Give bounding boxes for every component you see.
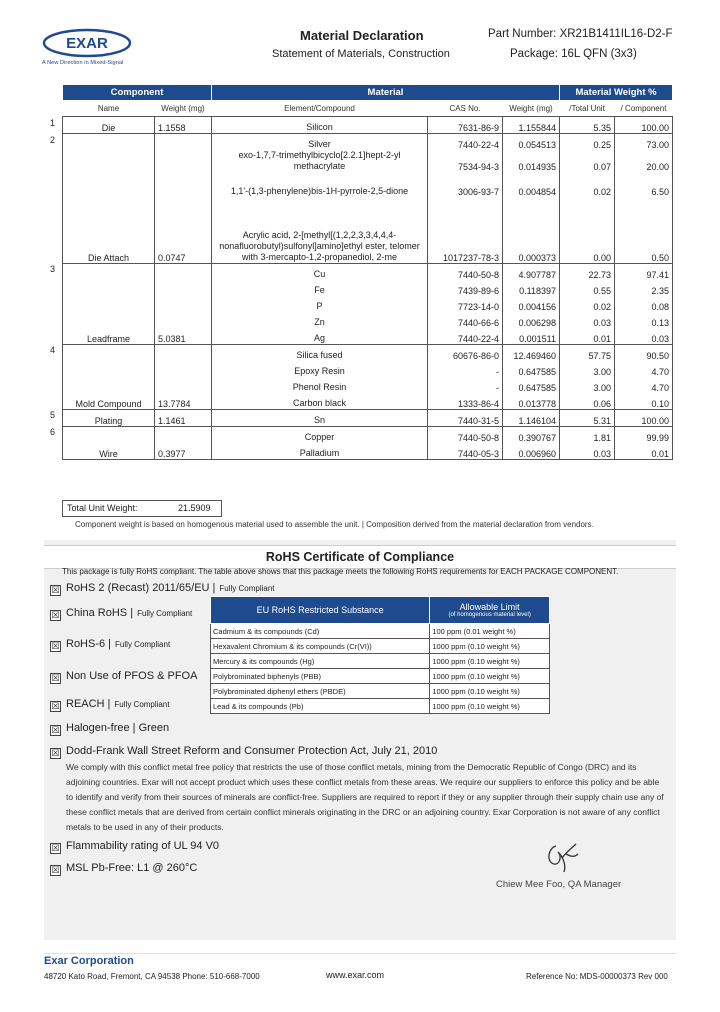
pct-total: 57.75: [560, 344, 615, 361]
compliance-label: Flammability rating of UL 94 V0: [66, 840, 220, 852]
material-weight: 0.118397: [503, 280, 560, 296]
table-row: [63, 134, 673, 151]
substance-limit: 1000 ppm (0.10 weight %): [430, 639, 550, 654]
material-weight: 0.647585: [503, 377, 560, 393]
compliance-status: Fully Compliant: [137, 609, 193, 618]
checkbox-icon: ☒: [51, 585, 60, 595]
cas-number: 7440-66-6: [428, 312, 503, 328]
substance-name: Cadmium & its compounds (Cd): [211, 624, 430, 639]
pct-total: 3.00: [560, 361, 615, 377]
part-number: Part Number: XR21B1411IL16-D2-F: [488, 28, 673, 40]
substance-header: EU RoHS Restricted Substance: [211, 597, 430, 624]
pct-component: 73.00: [615, 134, 673, 151]
component-weight: 0.3977: [155, 426, 212, 459]
compliance-label: Dodd-Frank Wall Street Reform and Consumer Protection Act, July 21, 2010: [66, 745, 438, 757]
material-weight: 1.155844: [503, 117, 560, 134]
compliance-item: [66, 698, 170, 710]
material-name: Silver: [212, 134, 428, 151]
substance-name: Hexavalent Chromium & its compounds (Cr(VI)): [211, 639, 430, 654]
cas-number: 3006-93-7: [428, 172, 503, 197]
pct-component: 100.00: [615, 117, 673, 134]
material-name: Silica fused: [212, 344, 428, 361]
component-name: Die: [63, 117, 155, 134]
compliance-item: [66, 582, 275, 594]
component-weight: 13.7784: [155, 344, 212, 409]
dodd-frank-statement: We comply with this conflict metal free policy that restricts the use of those conflict metals, mining from the Democratic Republic of Congo (DRC) and its adjoining countries. Exar will not accept product which uses these conflict metals from these areas. We require our suppliers to enforce this policy and be able to identify and verify from their sources of minerals are conflict-free. Suppliers are required to report if they or any supplier through their supply chain use any of these conflict metals that are derived from certain conflict minerals originating in the DRC or an adjoining country. Exar Corporation is not aware of any conflict metals to be used in any of their products.: [66, 762, 664, 832]
material-table: [62, 84, 673, 460]
pct-total: 0.55: [560, 280, 615, 296]
total-label: Total Unit Weight:: [67, 503, 138, 513]
material-weight: 1.146104: [503, 409, 560, 426]
substance-limit: 1000 ppm (0.10 weight %): [430, 654, 550, 669]
checkbox-icon: ☒: [51, 610, 60, 620]
substance-row: [211, 624, 550, 639]
material-name: Phenol Resin: [212, 377, 428, 393]
rohs-title: RoHS Certificate of Compliance: [44, 545, 676, 569]
component-name: Leadframe: [63, 263, 155, 344]
pct-total: 0.02: [560, 172, 615, 197]
pct-component: 99.99: [615, 426, 673, 443]
substance-row: [211, 669, 550, 684]
table-row: [63, 409, 673, 426]
cas-number: 7631-86-9: [428, 117, 503, 134]
compliance-item: [66, 840, 219, 852]
material-name: Cu: [212, 263, 428, 280]
component-number: 3: [50, 264, 56, 274]
component-weight: 1.1558: [155, 117, 212, 134]
cas-number: 7440-22-4: [428, 134, 503, 151]
component-number: 1: [50, 118, 56, 128]
table-row: [63, 117, 673, 134]
limit-header: [430, 597, 550, 624]
document-title: Material Declaration: [300, 28, 424, 43]
substance-name: Mercury & its compounds (Hg): [211, 654, 430, 669]
limit-subheader: (of homogenous material level): [448, 612, 531, 618]
footer-website[interactable]: www.exar.com: [326, 970, 385, 980]
total-value: 21.5909: [178, 503, 211, 513]
table-row: [63, 263, 673, 280]
checkbox-icon: ☒: [51, 701, 60, 711]
compliance-label: RoHS 2 (Recast) 2011/65/EU |: [66, 582, 216, 594]
material-weight: 0.014935: [503, 150, 560, 172]
material-name: Sn: [212, 409, 428, 426]
component-weight: 0.0747: [155, 134, 212, 264]
table-note: Component weight is based on homogenous material used to assemble the unit. | Composition derived from the material declaration from vendors.: [75, 520, 594, 529]
material-name: Fe: [212, 280, 428, 296]
compliance-item: [66, 670, 197, 682]
rohs-intro: This package is fully RoHS compliant. The table above shows that this package meets the following RoHS requirements for EACH PACKAGE COMPONENT.: [62, 567, 619, 576]
pct-component: 0.01: [615, 443, 673, 460]
group-header-component: Component: [63, 85, 212, 101]
package: Package: 16L QFN (3x3): [510, 48, 637, 60]
col-header: CAS No.: [428, 101, 503, 117]
material-name: P: [212, 296, 428, 312]
material-name: Carbon black: [212, 393, 428, 410]
component-name: Die Attach: [63, 134, 155, 264]
cas-number: 7440-50-8: [428, 426, 503, 443]
pct-component: 0.10: [615, 393, 673, 410]
material-name: Silicon: [212, 117, 428, 134]
checkbox-icon: ☒: [51, 641, 60, 651]
compliance-status: Fully Compliant: [114, 700, 170, 709]
material-weight: 0.006960: [503, 443, 560, 460]
pct-component: 6.50: [615, 172, 673, 197]
cas-number: 7440-05-3: [428, 443, 503, 460]
col-header: Element/Compound: [212, 101, 428, 117]
cas-number: 1017237-78-3: [428, 197, 503, 263]
cas-number: 60676-86-0: [428, 344, 503, 361]
pct-total: 22.73: [560, 263, 615, 280]
substance-limit: 100 ppm (0.01 weight %): [430, 624, 550, 639]
compliance-item: [66, 745, 437, 757]
compliance-label: REACH |: [66, 698, 111, 710]
cas-number: 7440-22-4: [428, 328, 503, 345]
document-subtitle: Statement of Materials, Construction: [272, 48, 450, 60]
component-number: 6: [50, 427, 56, 437]
substance-limit: 1000 ppm (0.10 weight %): [430, 684, 550, 699]
footer-address: 48720 Kato Road, Fremont, CA 94538 Phone: 510-668-7000: [44, 972, 260, 981]
material-weight: 0.647585: [503, 361, 560, 377]
pct-total: 5.35: [560, 117, 615, 134]
compliance-item: [66, 638, 170, 650]
material-weight: 4.907787: [503, 263, 560, 280]
material-name: Palladium: [212, 443, 428, 460]
pct-total: 0.25: [560, 134, 615, 151]
checkbox-icon: ☒: [51, 673, 60, 683]
footer-reference: Reference No: MDS-00000373 Rev 000: [526, 972, 668, 981]
group-header-material: Material: [212, 85, 560, 101]
material-name: Zn: [212, 312, 428, 328]
pct-component: 90.50: [615, 344, 673, 361]
material-name: Ag: [212, 328, 428, 345]
pct-component: 0.13: [615, 312, 673, 328]
material-name: 1,1'-(1,3-phenylene)bis-1H-pyrrole-2,5-dione: [212, 172, 428, 197]
checkbox-icon: ☒: [51, 748, 60, 758]
compliance-label: Halogen-free | Green: [66, 722, 170, 734]
pct-total: 0.02: [560, 296, 615, 312]
cas-number: 7439-89-6: [428, 280, 503, 296]
material-weight: 0.004854: [503, 172, 560, 197]
table-row: [63, 426, 673, 443]
pct-total: 0.06: [560, 393, 615, 410]
pct-component: 2.35: [615, 280, 673, 296]
pct-total: 0.07: [560, 150, 615, 172]
component-number: 2: [50, 135, 56, 145]
checkbox-icon: ☒: [51, 725, 60, 735]
pct-component: 0.08: [615, 296, 673, 312]
substance-row: [211, 654, 550, 669]
col-header: / Component: [615, 101, 673, 117]
material-weight: 0.006298: [503, 312, 560, 328]
pct-component: 0.03: [615, 328, 673, 345]
material-weight: 0.054513: [503, 134, 560, 151]
substance-limit: 1000 ppm (0.10 weight %): [430, 699, 550, 714]
component-name: Mold Compound: [63, 344, 155, 409]
component-number: 4: [50, 345, 56, 355]
material-weight: 12.469460: [503, 344, 560, 361]
total-unit-weight: [62, 500, 222, 517]
pct-component: 4.70: [615, 377, 673, 393]
material-weight: 0.004156: [503, 296, 560, 312]
substance-limit: 1000 ppm (0.10 weight %): [430, 669, 550, 684]
cas-number: -: [428, 361, 503, 377]
compliance-status: Fully Compliant: [219, 584, 275, 593]
substance-name: Lead & its compounds (Pb): [211, 699, 430, 714]
component-number: 5: [50, 410, 56, 420]
pct-component: 4.70: [615, 361, 673, 377]
logo-text: EXAR: [66, 35, 108, 52]
col-header: Weight (mg): [155, 101, 212, 117]
component-weight: 1.1461: [155, 409, 212, 426]
col-header: Weight (mg): [503, 101, 560, 117]
exar-logo: [42, 28, 132, 58]
signature: [542, 836, 582, 876]
cas-number: 7723-14-0: [428, 296, 503, 312]
compliance-label: MSL Pb-Free: L1 @ 260°C: [66, 862, 198, 874]
material-weight: 0.013778: [503, 393, 560, 410]
pct-total: 3.00: [560, 377, 615, 393]
col-header: /Total Unit: [560, 101, 615, 117]
pct-total: 5.31: [560, 409, 615, 426]
pct-total: 0.00: [560, 197, 615, 263]
compliance-item: [66, 722, 169, 734]
footer-company: Exar Corporation: [44, 955, 134, 967]
compliance-label: China RoHS |: [66, 607, 134, 619]
rohs-substance-table: [210, 596, 550, 714]
group-header-weight: Material Weight %: [560, 85, 673, 101]
col-header: Name: [63, 101, 155, 117]
compliance-item: [66, 607, 192, 619]
cas-number: 7440-31-5: [428, 409, 503, 426]
pct-total: 0.03: [560, 312, 615, 328]
checkbox-icon: ☒: [51, 865, 60, 875]
material-name: Epoxy Resin: [212, 361, 428, 377]
component-name: Plating: [63, 409, 155, 426]
cas-number: 7534-94-3: [428, 150, 503, 172]
substance-row: [211, 639, 550, 654]
compliance-item: [66, 862, 197, 874]
signer-name: Chiew Mee Foo, QA Manager: [496, 879, 622, 890]
pct-total: 0.01: [560, 328, 615, 345]
logo-tagline: A New Direction in Mixed-Signal: [42, 60, 124, 66]
table-row: [63, 344, 673, 361]
material-name: exo-1,7,7-trimethylbicyclo[2.2.1]hept-2-yl methacrylate: [212, 150, 428, 172]
material-weight: 0.001511: [503, 328, 560, 345]
substance-name: Polybrominated diphenyl ethers (PBDE): [211, 684, 430, 699]
material-weight: 0.390767: [503, 426, 560, 443]
substance-row: [211, 684, 550, 699]
compliance-label: Non Use of PFOS & PFOA: [66, 670, 198, 682]
pct-total: 1.81: [560, 426, 615, 443]
substance-name: Polybrominated biphenyls (PBB): [211, 669, 430, 684]
cas-number: -: [428, 377, 503, 393]
material-name: Copper: [212, 426, 428, 443]
cas-number: 1333-86-4: [428, 393, 503, 410]
pct-component: 0.50: [615, 197, 673, 263]
pct-component: 100.00: [615, 409, 673, 426]
substance-row: [211, 699, 550, 714]
limit-header-label: Allowable Limit: [459, 602, 520, 612]
cas-number: 7440-50-8: [428, 263, 503, 280]
pct-component: 20.00: [615, 150, 673, 172]
footer-divider: [44, 953, 676, 954]
component-weight: 5.0381: [155, 263, 212, 344]
checkbox-icon: ☒: [51, 843, 60, 853]
compliance-label: RoHS-6 |: [66, 638, 112, 650]
component-name: Wire: [63, 426, 155, 459]
material-name: Acrylic acid, 2-[methyl[(1,2,2,3,3,4,4,4-nonafluorobutyl)sulfonyl]amino]ethyl ester, telomer with 3-mercapto-1,2-propanediol, 2-me: [212, 197, 428, 263]
pct-component: 97.41: [615, 263, 673, 280]
compliance-status: Fully Compliant: [115, 640, 171, 649]
material-weight: 0.000373: [503, 197, 560, 263]
pct-total: 0.03: [560, 443, 615, 460]
